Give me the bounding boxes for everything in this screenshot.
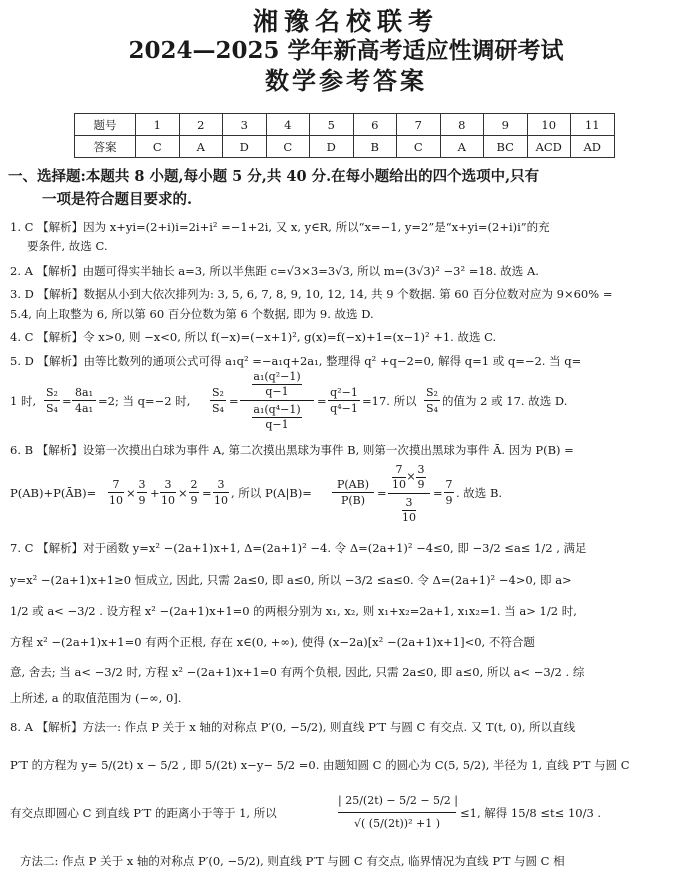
fraction-bar	[108, 492, 124, 493]
fraction-numerator: 3	[217, 478, 225, 491]
row-label-answer: 答案	[75, 136, 136, 158]
solution-line: 要条件, 故选 C.	[27, 239, 108, 253]
math-text: ×	[126, 486, 136, 500]
question-number: 1	[136, 114, 180, 136]
solution-line: 5.4, 向上取整为 6, 所以第 60 百分位数为第 6 个数据, 即为 9. 故选 D.	[10, 307, 374, 321]
fraction-denominator: S₄	[46, 402, 58, 415]
solution-line: 7. C 【解析】对于函数 y=x² −(2a+1)x+1, Δ=(2a+1)² −4. 令 Δ=(2a+1)² −4≤0, 即 −3/2 ≤a≤ 1/2 , 满足	[10, 541, 587, 555]
answer-cell: C	[266, 136, 310, 158]
math-text: =	[433, 486, 443, 500]
header-exam-name: 2024—2025 学年新高考适应性调研考试	[128, 37, 564, 64]
question-number: 7	[397, 114, 441, 136]
fraction-denominator: q⁴−1	[330, 402, 358, 415]
fraction-numerator: 3	[164, 478, 172, 491]
math-text: =	[377, 486, 387, 500]
fraction-bar	[210, 400, 226, 401]
answer-cell: AD	[571, 136, 615, 158]
fraction-bar	[424, 400, 440, 401]
fraction-numerator: S₂	[426, 386, 438, 399]
solution-line: 1/2 或 a< −3/2 . 设方程 x² −(2a+1)x+1=0 的两根分别为 x₁, x₂, 则 x₁+x₂=2a+1, x₁x₂=1. 当 a> 1/2 时,	[10, 604, 577, 618]
fraction-denominator: q−1	[265, 418, 289, 431]
fraction-denominator: 10	[161, 494, 175, 507]
math-text: =	[317, 394, 327, 408]
math-text: 的值为 2 或 17. 故选 D.	[442, 394, 568, 408]
fraction-bar	[444, 492, 454, 493]
fraction-denominator: 10	[392, 478, 406, 491]
fraction-denominator: 10	[214, 494, 228, 507]
question-number: 4	[266, 114, 310, 136]
math-text: ×	[406, 470, 416, 483]
math-text: ≤1, 解得 15/8 ≤t≤ 10/3 .	[460, 806, 602, 820]
fraction-numerator: q−1	[265, 385, 289, 398]
math-text: . 故选 B.	[456, 486, 503, 500]
fraction-numerator: a₁(q²−1)	[253, 370, 301, 383]
answer-cell: D	[223, 136, 267, 158]
solution-line: 4. C 【解析】令 x>0, 则 −x<0, 所以 f(−x)=(−x+1)², g(x)=f(−x)+1=(x−1)² +1. 故选 C.	[10, 330, 497, 344]
fraction-bar	[388, 493, 430, 494]
solution-line: 8. A 【解析】方法一: 作点 P 关于 x 轴的对称点 P′(0, −5/2), 则直线 P′T 与圆 C 有交点. 又 T(t, 0), 所以直线	[10, 720, 576, 734]
fraction-denominator: 9	[445, 494, 453, 507]
solution-line: 3. D 【解析】数据从小到大依次排列为: 3, 5, 6, 7, 8, 9, 10, 12, 14, 共 9 个数据. 第 60 百分位数对应为 9×60% =	[10, 287, 613, 301]
fraction-denominator: 4a₁	[75, 402, 93, 415]
math-text: =	[202, 486, 212, 500]
answer-cell: BC	[484, 136, 528, 158]
math-text: 1 时,	[10, 394, 37, 408]
fraction-denominator: 9	[138, 494, 146, 507]
fraction-denominator: √( (5/(2t))² +1 )	[354, 817, 440, 830]
fraction-bar	[240, 400, 314, 401]
question-number: 9	[484, 114, 528, 136]
fraction-denominator: 10	[402, 511, 416, 524]
fraction-denominator: S₄	[426, 402, 438, 415]
solution-line: 5. D 【解析】由等比数列的通项公式可得 a₁q² =−a₁q+2a₁, 整理得 q² +q−2=0, 解得 q=1 或 q=−2. 当 q=	[10, 354, 582, 368]
answer-cell: A	[440, 136, 484, 158]
answer-cell: D	[310, 136, 354, 158]
header-union-name: 湘豫名校联考	[252, 7, 439, 36]
fraction-bar	[160, 492, 176, 493]
answer-table-number-row	[75, 114, 615, 136]
math-text: P(AB)+P(ĀB)=	[10, 486, 97, 500]
fraction-numerator: P(AB)	[336, 478, 369, 491]
fraction-bar	[213, 492, 229, 493]
solution-line: P′T 的方程为 y= 5/(2t) x − 5/2 , 即 5/(2t) x−y− 5/2 =0. 由题知圆 C 的圆心为 C(5, 5/2), 半径为 1, 直线 P′T 与圆 C	[10, 758, 630, 772]
math-text: ×	[178, 486, 188, 500]
fraction-denominator: P(B)	[340, 494, 366, 507]
math-text: , 所以 P(A|B)=	[231, 486, 312, 500]
fraction-numerator: | 25/(2t) − 5/2 − 5/2 |	[338, 794, 458, 807]
math-text: =	[62, 394, 72, 408]
fraction-bar	[189, 492, 199, 493]
answer-cell: C	[397, 136, 441, 158]
solution-line: 方法二: 作点 P 关于 x 轴的对称点 P′(0, −5/2), 则直线 P′T 与圆 C 有交点, 临界情况为直线 P′T 与圆 C 相	[20, 854, 565, 868]
math-text: =2; 当 q=−2 时,	[98, 394, 191, 408]
fraction-denominator: 10	[109, 494, 123, 507]
fraction-denominator: 9	[417, 478, 425, 491]
answer-cell: B	[353, 136, 397, 158]
solution-line: 上所述, a 的取值范围为 (−∞, 0].	[10, 691, 182, 705]
fraction-numerator: 7	[112, 478, 120, 491]
fraction-numerator: S₂	[46, 386, 58, 399]
header-doc-title: 数学参考答案	[265, 66, 427, 95]
solution-line: 方程 x² −(2a+1)x+1=0 有两个正根, 存在 x∈(0, +∞), 使得 (x−2a)[x² −(2a+1)x+1]<0, 不符合题	[10, 635, 535, 649]
question-number: 2	[179, 114, 223, 136]
fraction-numerator: 7	[395, 463, 403, 476]
fraction-numerator: q²−1	[330, 386, 358, 399]
question-number: 10	[527, 114, 571, 136]
solution-line: 6. B 【解析】设第一次摸出白球为事件 A, 第二次摸出黑球为事件 B, 则第一次摸出黑球为事件 Ā. 因为 P(B) =	[10, 443, 574, 457]
solution-line: 意, 舍去; 当 a< −3/2 时, 方程 x² −(2a+1)x+1=0 有两个负根, 因此, 只需 2a≤0, 即 a≤0, 所以 a< −3/2 . 综	[10, 665, 585, 679]
fraction-denominator: 9	[190, 494, 198, 507]
row-label-question: 题号	[75, 114, 136, 136]
math-text: 有交点即圆心 C 到直线 P′T 的距离小于等于 1, 所以	[10, 806, 277, 820]
answer-cell: ACD	[527, 136, 571, 158]
answer-cell: A	[179, 136, 223, 158]
solution-line: 2. A 【解析】由题可得实半轴长 a=3, 所以半焦距 c=√3×3=3√3, 所以 m=(3√3)² −3² =18. 故选 A.	[10, 264, 539, 278]
fraction-denominator: 3	[405, 496, 413, 509]
fraction-bar	[338, 812, 456, 813]
answer-table	[74, 113, 615, 158]
math-text: +	[150, 486, 160, 500]
fraction-bar	[72, 400, 96, 401]
math-text: =	[229, 394, 239, 408]
solution-line: 1. C 【解析】因为 x+yi=(2+i)i=2i+i² =−1+2i, 又 x, y∈R, 所以“x=−1, y=2”是“x+yi=(2+i)i”的充	[10, 220, 550, 234]
question-number: 6	[353, 114, 397, 136]
fraction-denominator: S₄	[212, 402, 224, 415]
fraction-bar	[44, 400, 60, 401]
fraction-bar	[328, 400, 360, 401]
question-number: 11	[571, 114, 615, 136]
section-heading-cont: 一项是符合题目要求的.	[42, 191, 193, 208]
answer-table-answer-row	[75, 136, 615, 158]
solution-line: y=x² −(2a+1)x+1≥0 恒成立, 因此, 只需 2a≤0, 即 a≤0, 所以 −3/2 ≤a≤0. 令 Δ=(2a+1)² −4>0, 即 a>	[10, 573, 572, 587]
fraction-numerator: 3	[138, 478, 146, 491]
fraction-numerator: 7	[445, 478, 453, 491]
fraction-bar	[332, 492, 374, 493]
fraction-numerator: S₂	[212, 386, 224, 399]
section-heading: 一、选择题:本题共 8 小题,每小题 5 分,共 40 分.在每小题给出的四个选项中,只有	[8, 168, 540, 185]
question-number: 5	[310, 114, 354, 136]
fraction-numerator: 3	[417, 463, 425, 476]
question-number: 3	[223, 114, 267, 136]
fraction-denominator: a₁(q⁴−1)	[253, 403, 301, 416]
answer-cell: C	[136, 136, 180, 158]
math-text: =17. 所以	[362, 394, 417, 408]
question-number: 8	[440, 114, 484, 136]
fraction-bar	[137, 492, 147, 493]
fraction-numerator: 2	[190, 478, 198, 491]
fraction-numerator: 8a₁	[75, 386, 93, 399]
